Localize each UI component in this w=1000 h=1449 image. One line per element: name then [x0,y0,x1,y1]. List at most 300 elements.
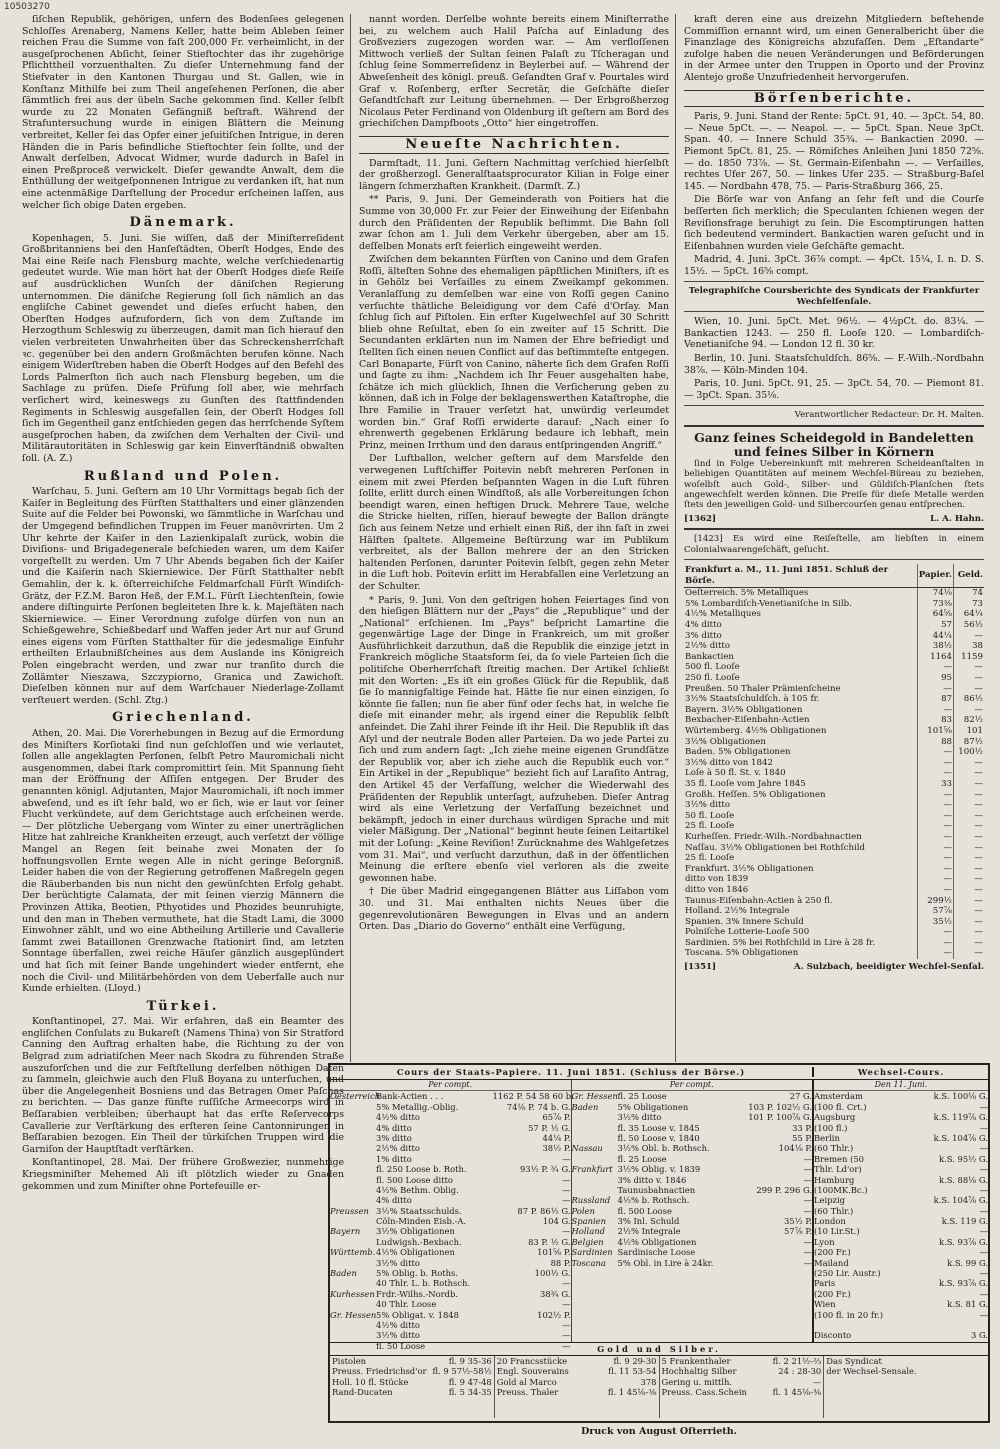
quote-value: 35½ P. [783,1216,812,1227]
table-row [572,1123,813,1133]
table-row [332,1356,492,1366]
quote-value: 93½ P. ¾ G. [519,1164,571,1175]
state-name [330,1112,376,1122]
security-name: Ludwigsh.-Bexbach. [376,1236,462,1247]
security-name: 3% ditto v. 1846 [617,1174,687,1185]
state-name [330,1330,376,1340]
table-row [330,1091,574,1102]
table-row [330,1164,571,1174]
quote-value: 103 P. 102½ G. [748,1101,812,1112]
security-name: Baden. 5% Obligationen [685,747,791,758]
paper-price: — [917,790,953,801]
money-price: — [954,874,985,885]
folio-number: 10503270 [4,2,50,12]
table-row [330,1185,571,1195]
quote-value: fl. 11 53-54 [608,1366,657,1377]
table-row [330,1112,571,1122]
table-row [684,609,984,620]
state-name [572,1185,618,1195]
security-name: Würtemberg. 4½% Obligationen [685,726,827,736]
article-paragraph: † Die über Madrid eingegangenen Blätter aus Liſſabon vom 30. und 31. Mai enthalten nichts Neues über die gegenrevolutionären Bewegungen in Elvas und an andern Orten. Das „Diario do Governo“ enthält eine Verfügung, [359,886,669,933]
table-row [497,1377,657,1387]
quote-value: 33 P. [792,1122,812,1133]
state-name: Toscana [571,1257,606,1268]
item-name: Preuss. Thaler [496,1387,559,1398]
table-row [684,821,984,832]
divider [684,405,984,406]
table-row [684,758,984,769]
table-footer-signature: A. Sulzbach, beeidigter Wechſel-Senſal. [793,962,984,973]
money-price: — [954,917,985,928]
exchange-title: Wechsel-Cours. [857,1066,945,1077]
paper-price: 64⅝ [917,609,953,620]
table-row [684,864,984,875]
table-row [814,1289,988,1299]
state-name: Nassau [571,1143,603,1154]
quote-value: 57 P. ½ G. [528,1122,571,1133]
security-name: 250 fl. Looſe [685,673,740,684]
state-name [330,1278,376,1288]
table-row [814,1226,988,1236]
table-row [814,1164,988,1174]
security-name: 4% ditto [685,620,722,631]
col2-intro [359,14,669,130]
security-name: 4% ditto [376,1122,412,1133]
item-name: 5 Frankenthaler [661,1356,731,1366]
table-row [332,1366,492,1376]
quote-value: fl. 9 35-36 [448,1356,492,1366]
right-rows [572,1091,813,1268]
table-row [684,917,984,928]
security-name: Toscana. 5% Obligationen [685,948,799,959]
quote-value: fl. 2 21½-⅔ [772,1356,822,1366]
money-price: — [954,906,985,917]
security-name: 3% ditto [376,1132,412,1143]
money-price: 38 [954,641,985,652]
quote-value: — [979,1143,988,1154]
table-row [684,641,984,652]
security-name: 3½% Obl. b. Rothsch. [617,1143,710,1154]
state-name [330,1123,376,1133]
money-price: — [954,779,985,790]
quote-value [926,1366,986,1376]
advert-number: [1362] [684,513,717,524]
state-name: Holland [571,1226,605,1237]
security-name: 3½% Obligationen [685,736,766,747]
column-1 [22,14,351,1192]
security-name: 2½% Integrale [617,1226,681,1237]
quote-value: — [979,1309,988,1320]
table-row [684,588,984,599]
state-name: Preussen [330,1205,369,1216]
table-row [814,1320,988,1330]
security-name: 3½% Staatsſchuldſch. à 105 fr. [685,694,820,705]
turkey-articles [22,1016,344,1192]
gold-silver-advert [684,425,984,530]
money-price: — [954,811,985,822]
security-name: fl. 25 Loose [617,1153,667,1164]
security-name: Frdr.-Wilhs.-Nordb. [376,1288,459,1299]
money-price: — [954,800,985,811]
security-name: Frankfurt. 3½% Obligationen [685,863,814,874]
money-price: — [954,927,985,938]
security-name: Cöln-Minden Eisb.-A. [376,1216,467,1227]
section-heading-greece: Griechenland. [112,710,254,726]
denmark-articles [22,233,344,465]
quote-value: 104 G. [542,1216,571,1227]
security-name: Oeſterreich. 5% Metalliques [685,588,809,599]
item-name: (250 Lir. Austr.) [814,1268,881,1279]
table-row [814,1091,988,1101]
item-name: Mailand [814,1257,849,1268]
per-compt-label: Per compt. [330,1080,571,1091]
quote-value: — [979,1122,988,1133]
table-row [662,1387,822,1397]
security-name: Holland. 2½% Integrale [685,906,790,917]
security-name: 3½% ditto [376,1330,420,1341]
quote-value [892,1320,988,1330]
security-name: Sardinische Loose [617,1247,696,1258]
item-name: Rand-Ducaten [332,1387,393,1398]
security-name: Bankactien [685,651,734,662]
money-price: — [954,948,985,959]
table-row [684,832,984,843]
paper-price: — [917,768,953,779]
security-name: 500 fl. Looſe [685,662,740,673]
article-paragraph: Warſchau, 5. Juni. Geſtern am 10 Uhr Vormittags begab ſich der Kaiſer in Begleitung des Fürſten Statthalters und einer glänzenden Suite auf die Felder bei Powonski, wo ſämmtliche in Warſchau und der Umgegend befindlichen Truppen im Feuer manövrirten. Um 2 Uhr kehrte der Kaiſer in den Lazienkipalaſt zurück, wobin die Diviſions- und Brigadegenerale beſchieden waren, um dem Kaiſer vorgeſtellt zu werden. Um 7 Uhr Abends begaben ſich der Kaiſer und die Kaiſerin nach Skierniewice. Der Fürſt Statthalter nebſt Gemahlin, der k. k. öſterreichiſche Feldmarſchall Fürſt Windiſch-Grätz, der F.Z.M. Baron Heß, der F.M.L. Fürſt Liechtenſtein, ſowie andere diſtinguirte Perſonen begleiteten Ihre k. k. Majeſtäten nach Skierniewice. — Einer Verordnung zufolge dürfen von nun an Schießgewehre, Schießbedarf und Waffen jeder Art nur auf Grund eines eigens vom Fürſten Statthalter für die jedesmalige Einfuhr ertheilten Erlaubnißſcheines aus dem Auslande ins Königreich Polen eingebracht werden, und zwar nur tranſito durch die Zollämter Nieszawa, Szczypiorno, Granica und Zawichoſt. Dieſelben können nur auf dem Warſchauer Niederlage-Zollamt verſteuert werden. (Schl. Ztg.) [22,486,344,706]
quote-value: — [803,1164,812,1175]
per-compt-label: Per compt. [572,1080,813,1091]
quote-value: 24 : 28-30 [778,1366,822,1377]
item-name: (200 Fr.) [814,1247,851,1258]
table-row [572,1247,813,1257]
security-name: 3½% ditto [617,1112,662,1123]
table-row [572,1185,813,1195]
article-paragraph: Kopenhagen, 5. Juni. Sie wiſſen, daß der Miniſterreſident Großbritanniens bei den Hanſeſtädten, Oberſt Hodges, Ende des Mai eine Reiſe nach Flensburg machte, welche verſchiedenartig gedeutet wurde. Wie man hört hat der Oberſt Hodges dieſe Reiſe auf ausdrücklichen Wunſch der däniſchen Regierung unternommen. Die däniſche Regierung ſoll ſich nämlich an das engliſche Cabinet gewendet und dieſes erſucht haben, den Oberſten Hodges aufzufordern, ſich von dem Zuſtande im Herzogthum Schleswig zu überzeugen, damit man ſich hierauf den vielen verbreiteten Unwahrheiten über das Schreckensherrſchaft ꝛc. gegenüber bei den andern Großmächten berufen könne. Nach einigem Widerſtreben haben die Oberſt Hodges auf den Befehl des Lords Palmerſton ſich auch nach Flensburg begeben, um die Sachlage zu prüfen. Dieſe Prüfung ſoll aber, wie mehrfach verſichert wird, keineswegs zu Gunſten des ſtattfindenden Regiments in Schleswig ausgefallen ſein, der Oberſt Hodges ſoll ſich im Gegentheil ganz entſchieden gegen das herrſchende Syſtem ausgeſprochen haben, da zwiſchen dem Verhalten der Civil- und Militärautoritäten in Schleswig gar kein Einverſtändniß obwalten ſoll. (A. Z.) [22,232,344,464]
money-price: — [954,853,985,864]
state-name: Gr. Hessen [330,1309,377,1320]
paper-price: — [917,747,953,758]
security-name: 3½% Staatsschulds. [376,1205,462,1216]
quote-value: — [803,1247,812,1258]
money-price: — [954,684,985,695]
paper-price: 83 [917,715,953,726]
article-paragraph: ** Paris, 9. Juni. Der Gemeinderath von Poitiers hat die Summe von 30,000 Fr. zur Feier der Einweihung der Eiſenbahn durch den Präſidenten der Republik beſtimmt. Die Bahn ſoll zwar ſchon am 1. Juli dem Verkehr übergeben, aber am 15. deſſelben Monats erſt feierlich eingeweiht werden. [359,194,669,252]
state-name [330,1175,376,1185]
state-name: Gr. Hessen [571,1091,618,1102]
security-name: Polniſche Lotterie-Looſe 500 [685,927,810,938]
table-row [684,843,984,854]
money-price: — [954,864,985,875]
paper-price: 88 [917,737,953,748]
security-name: 5% Oblig. b. Roths. [376,1268,458,1279]
security-name: 50 fl. Looſe [685,810,735,821]
paper-price: — [917,885,953,896]
article-paragraph: * Paris, 9. Juni. Von den geſtrigen hohen Feiertages ſind von den hieſigen Blättern nur der „Pays“ die „Republique“ und der „National“ erſchienen. Im „Pays“ beſpricht Lamartine die gegenwärtige Lage der Dinge in Frankreich, um mit großer Ausführlichkeit darzuthun, daß die Republik die einzige jetzt in Frankreich mögliche Staatsform ſei, da ſo viele Parteien ſich die politiſche Oberherrſchaft ſtreitig machen. Der Artikel ſchließt mit den Worten: „Es iſt ein großes Glück für die Republik, daß ſie ſo mannigfaltige Feinde hat. Hätte ſie nur einen einzigen, ſo könnte ſie fallen; nun ſie aber fünf oder ſechs hat, in welche ſie dieſe mit einander mehr, als irgend einer die Republik ſelbſt anfeindet. Die Zahl ihrer Feinde iſt ihr Heil. Die Republik iſt das Aſyl und der neutrale Boden aller Parteien. Da wo jede Partei zu ſich und zum andern ſagt: „Ich ziehe meine eigenen Grundſätze der Republik vor, aber ich ziehe auch die Republik euch vor.“ Ein Artikel in der „Republique“ bezieht ſich auf Laraſito Antrag, den Artikel 45 der Verfaſſung, welcher die Wiederwahl des Präſidenten der Republik unterſagt, aufzuheben. Dieſer Antrag wird als eine Verletzung der Verfaſſung bezeichnet und bekämpft, jedoch in einer durchaus würdigen Sprache und mit vieler Mäßigung. Der „National“ beginnt heute ſeinen Leitartikel mit der Loſung: „Keine Reviſion! Zurücknahme des Wahlgeſetzes vom 31. Mai“, und verſucht darzuthun, daß in der öffentlichen Meinung die erſtere ebenſo viel verloren als die zweite gewonnen habe. [359,594,669,884]
quote-value: — [979,1288,988,1299]
table-row [684,620,984,631]
money-price: — [954,673,985,684]
paper-price: — [917,662,953,673]
table-row [572,1133,813,1143]
money-price: — [954,631,985,642]
table-row [572,1216,813,1226]
state-name [330,1216,376,1226]
state-name: Russland [571,1195,611,1206]
table-row [684,684,984,695]
quote-value: 27 G. [789,1091,812,1102]
table-row [684,726,984,737]
quote-value: 378 [640,1376,657,1387]
security-name: Preußen. 50 Thaler Prämienſcheine [685,683,841,694]
table-row [814,1112,988,1122]
money-price: 101 [954,726,985,737]
paper-price: 95 [917,673,953,684]
security-name: fl. 250 Loose b. Roth. [376,1164,467,1175]
table-row [684,800,984,811]
paper-price: 74⅛ [917,588,953,599]
table-row [814,1143,988,1153]
situation-wanted-advert: [1423] Es wird eine Reiſeſtelle, am liebſten in einem Colonialwaarengeſchäft, geſucht. [684,534,984,555]
table-row [684,874,984,885]
table-row [662,1366,822,1376]
money-price: — [954,885,985,896]
table-row [814,1310,988,1320]
advert-title: Ganz feines Scheidegold in Bandeletten und feines Silber in Körnern [694,429,974,459]
table-row [684,885,984,896]
quote-value: — [562,1340,571,1351]
table-row [330,1289,571,1299]
paper-price: — [917,948,953,959]
table-row [684,779,984,790]
quote-value: 44¼ P. [542,1132,571,1143]
telegraph-title: Telegraphiſche Coursberichte des Syndicats der Frankfurter Wechſelſenſale. [688,286,980,307]
state-name [330,1320,376,1330]
gold-silver-col-2 [495,1356,660,1418]
table-row [497,1387,657,1397]
state-papers-header [330,1065,988,1080]
quote-value: — [562,1320,571,1330]
quote-value: 299 P. 296 G. [756,1184,812,1195]
quote-value: — [562,1278,571,1289]
table-row [684,694,984,705]
column-2 [359,14,676,1062]
quote-value: — [979,1164,988,1175]
advert-footer [684,514,984,524]
item-name: Hochhaltig Silber [661,1366,737,1377]
paper-price: — [917,864,953,875]
security-name: 3½% Obligationen [376,1226,455,1237]
table-row [684,737,984,748]
table-row [814,1299,988,1309]
article-paragraph: kraft deren eine aus dreizehn Mitgliedern beſtehende Commiſſion ernannt wird, um einen Generalbericht über die Finanzlage des Königreichs abzufaſſen. Dem „Eſtandarte“ zufolge haben die neuen Veränderungen und Beförderungen in der Armee unter den Truppen in Oporto und der Provinz Alentejo große Unzufriedenheit hervorgerufen. [684,14,984,83]
money-price: — [954,832,985,843]
section-heading-turkey: Türkei. [146,998,220,1014]
state-name [330,1299,376,1309]
table-row [330,1268,571,1278]
table-row [684,715,984,726]
state-name [330,1133,376,1143]
paper-price: 57⅞ [917,906,953,917]
item-name [814,1320,892,1330]
table-row [684,652,984,663]
money-price: 100½ [954,747,985,758]
table-row [572,1258,813,1268]
table-row [497,1366,657,1376]
table-row [826,1366,986,1376]
security-name: 3% ditto [685,630,722,641]
col1-intro [22,14,344,211]
editor-credit: Verantwortlicher Redacteur: Dr. H. Malten. [794,410,984,421]
article-paragraph: Athen, 20. Mai. Die Vorerhebungen in Bezug auf die Ermordung des Miniſters Korſiotaki ſind nun geſchloſſen und wie verlautet, ſollen alle angeklagten Perſonen, ſelbſt Petro Mauromichali nicht ausgenommen, dabei ſtark compromittirt ſein. Mit Spannung ſieht man der Eröffnung der Aſſiſen entgegen. Der Bruder des genannten königl. Adjutanten, Major Mauromichali, iſt noch immer abweſend, und es iſt ſehr bald, wo er ſich, wie er laut vor ſeiner Flucht verkündete, auf dem Gerichtstage auch erſcheinen werde. — Der plötzliche Uebergang vom Winter zu einer unerträglichen Hitze hat zahlreiche Krankheiten erzeugt, auch verſetzt der völlige Mangel an Regen ſeit beinahe zwei Monaten der ſo hoffnungsvollen Ernte wegen Alle in nicht geringe Beſorgniß. Leider haben die von der Regierung getroffenen Maßregeln gegen die Räuberbanden bis nun nicht den gewünſchten Erfolg gehabt. Der berüchtigte Calamata, der mit ſeinen vierzig Männern die Provinzen Attika, Beotien, Pthyotides und Phozides beunruhigte, und den man in Theben vermuthete, hat die Stadt Lami, die 3000 Einwohner zählt, und wo eine Abtheilung Artillerie und Cavallerie ſammt zwei Bataillonen Grenzwache ſtationirt ſind, am letzten Sonntage überfallen, zwei reiche Häuſer gänzlich ausgeplündert und hat ſich mit ſeiner Bande ungehindert wieder entfernt, ehe noch die Civil- und Militärbehörden von dem Ueberfalle auch nur Kunde erhielten. (Lloyd.) [22,728,344,995]
security-name: 25 fl. Looſe [685,853,735,864]
quote-value: — [562,1195,571,1206]
table-row [572,1091,813,1101]
quote-value: 38¾ G. [540,1288,571,1299]
table-row [684,906,984,917]
state-name: Polen [571,1205,595,1216]
money-price: 1159 [954,652,985,663]
security-name: 4½% Obligationen [376,1247,455,1258]
item-name: der Wechsel-Sensale. [826,1366,917,1377]
money-price: — [954,705,985,716]
state-name [330,1258,376,1268]
table-row [330,1278,571,1288]
security-name: 5% Obl. in Lire à 24kr. [617,1257,714,1268]
table-row [814,1258,988,1268]
money-price: — [954,758,985,769]
paper-price: 299½ [917,896,953,907]
paper-price: — [917,821,953,832]
state-name [572,1123,618,1133]
paper-price: 35½ [917,917,953,928]
item-name: Pistolen [332,1356,367,1366]
table-title: Frankfurt a. M., 11. Juni 1851. Schluß der Börſe. [684,564,917,588]
money-price: — [954,790,985,801]
table-row [330,1133,571,1143]
article-paragraph: Konſtantinopel, 28. Mai. Der frühere Großwezier, nunmehrige Kriegsminiſter Mehemed Ali iſt plötzlich wieder zu Gnaden gekommen und zum Miniſter ohne Portefeuille er- [22,1157,344,1192]
security-name: 4½% ditto [376,1112,420,1123]
divider [684,281,984,282]
table-row [330,1258,571,1268]
money-price: 74 [954,588,985,599]
table-row [330,1310,571,1320]
state-name [572,1175,618,1185]
paper-price: 1164 [917,652,953,663]
table-row [814,1133,988,1143]
table-row [572,1206,813,1216]
printer-imprint: Druck von August Oſterrieth. [581,1426,737,1437]
security-name: 3% Inl. Schuld [617,1216,680,1227]
money-price: 73 [954,599,985,610]
security-name: Großh. Heſſen. 5% Obligationen [685,789,826,800]
article-paragraph: Zwiſchen dem bekannten Fürſten von Canino und dem Grafen Roſſi, älteſten Sohne des ehemaligen päpſtlichen Miniſters, iſt es in Gehölz bei Verſailles zu einem Zweikampf gekommen. Veranlaſſung zu demſelben war eine von Roſſi gegen Canino verſuchte thätliche Beleidigung vor dem Café d'Orſay. Man ſchlug ſich auf Piſtolen. Ein erſter Kugelwechſel auf 30 Schritt blieb ohne Reſultat, eben ſo ein zweiter auf 15 Schritt. Die Secundanten erklärten nun im Namen der Ehre befriedigt und ſtellten ſich einen neuen Conflict auf das beſtimmteſte entgegen. Carl Bonaparte, Fürſt von Canino, näherte ſich dem Grafen Roſſi und ſagte zu ihm: „Nachdem ich Ihr Feuer ausgehalten habe, ſchätze ich mich glücklich, Ihnen die Verſicherung geben zu können, daß ich in Folge der beklagenswerthen Kataſtrophe, die Ihre Familie in Trauer verſetzt hat, unwürdig verleumdet worden bin.“ Graf Roſſi erwiderte darauf: „Nach einer ſo ehrenwerth gegebenen Erklärung bedaure ich lebhaft, mein Prinz, meinen Irrthum und den daraus entſpringenden Angriff.“ [359,254,669,451]
quote-value: fl. 5 34-35 [448,1387,492,1398]
state-name: Baden [330,1268,357,1279]
table-row [814,1185,988,1195]
state-papers-title: Cours der Staats-Papiere. 11. Juni 1851. (Schluss der Börse.) [330,1067,814,1077]
item-name: Bremen (50 [814,1153,864,1164]
quote-value: k.S. 95½ G. [939,1153,988,1164]
paper-price: — [917,843,953,854]
security-name: fl. 25 Loose [617,1091,667,1102]
table-row [814,1216,988,1226]
quote-value: k.S. 104⅞ G. [933,1132,988,1143]
paper-price: — [917,927,953,938]
column-3 [684,14,984,1062]
security-name: 3½% ditto [685,800,731,811]
state-name: Belgien [571,1236,604,1247]
quote-value: — [979,1268,988,1279]
quote-value: k.S. 100⅛ G. [933,1091,988,1102]
table-row [330,1320,571,1330]
left-rows [330,1091,574,1351]
quote-value: 101⅝ P. [537,1247,571,1258]
table-row [814,1102,988,1112]
table-row [684,938,984,949]
item-name: Berlin [814,1132,840,1143]
quote-value: k.S. 104⅞ G. [933,1195,988,1206]
item-name: Disconto [814,1330,852,1341]
item-name: Preuss. Friedrichsd'or [332,1366,427,1377]
security-name: Bexbacher-Eiſenbahn-Actien [685,715,810,726]
money-price: — [954,821,985,832]
quote-value: 102½ P. [537,1309,571,1320]
frankfurt-exchange-table [684,564,984,959]
gold-silver-col-3 [660,1356,825,1418]
table-body [684,588,984,959]
quote-value: — [562,1184,571,1195]
security-name: Taunus-Eiſenbahn-Actien à 250 fl. [685,895,833,906]
state-name [330,1164,376,1174]
state-name: Spanien [571,1216,607,1227]
table-row [814,1154,988,1164]
quote-value: 74⅛ P. 74 b. G. [506,1101,571,1112]
table-row [572,1175,813,1185]
table-row [330,1102,571,1112]
item-name: (100MK.Bc.) [814,1184,868,1195]
security-name: 3½% ditto [376,1257,420,1268]
divider [684,559,984,560]
quote-value: — [562,1330,571,1341]
security-name: fl. 500 Loose [617,1205,672,1216]
table-row [332,1387,492,1397]
paper-price: — [917,800,953,811]
table-row [330,1175,571,1185]
table-row [330,1341,571,1351]
paper-price: 33 [917,779,953,790]
quote-value: — [562,1226,571,1237]
state-name [330,1185,376,1195]
table-row [684,948,984,959]
state-name [572,1133,618,1143]
quote-value: k.S. 119⅞ G. [933,1112,988,1123]
item-name: Gold al Marco [496,1376,557,1387]
quote-value: fl. 1 45⅛-⅜ [607,1387,657,1398]
article-paragraph: Die Börſe war von Anfang an ſehr feſt und die Courſe beſſerten ſich merklich; die Speculanten ſchienen wegen der Reviſionsfrage beruhigt zu ſein. Die Escomptirungen hatten ſich bedeutend vermindert. Bankactien waren geſucht und in Eiſenbahnen wurden viele Geſchäfte gemacht. [684,194,984,252]
quote-value [926,1356,986,1366]
money-price: — [954,662,985,673]
item-name: 20 Francsstücke [496,1356,568,1366]
quote-value: 101 P. 100⅞ G. [748,1112,812,1123]
table-row [497,1356,657,1366]
table-row [572,1226,813,1236]
table-row [814,1247,988,1257]
paper-price: 57 [917,620,953,631]
table-row [684,927,984,938]
quote-value: k.S. 93⅞ G. [939,1278,988,1289]
table-header-row [684,564,984,588]
